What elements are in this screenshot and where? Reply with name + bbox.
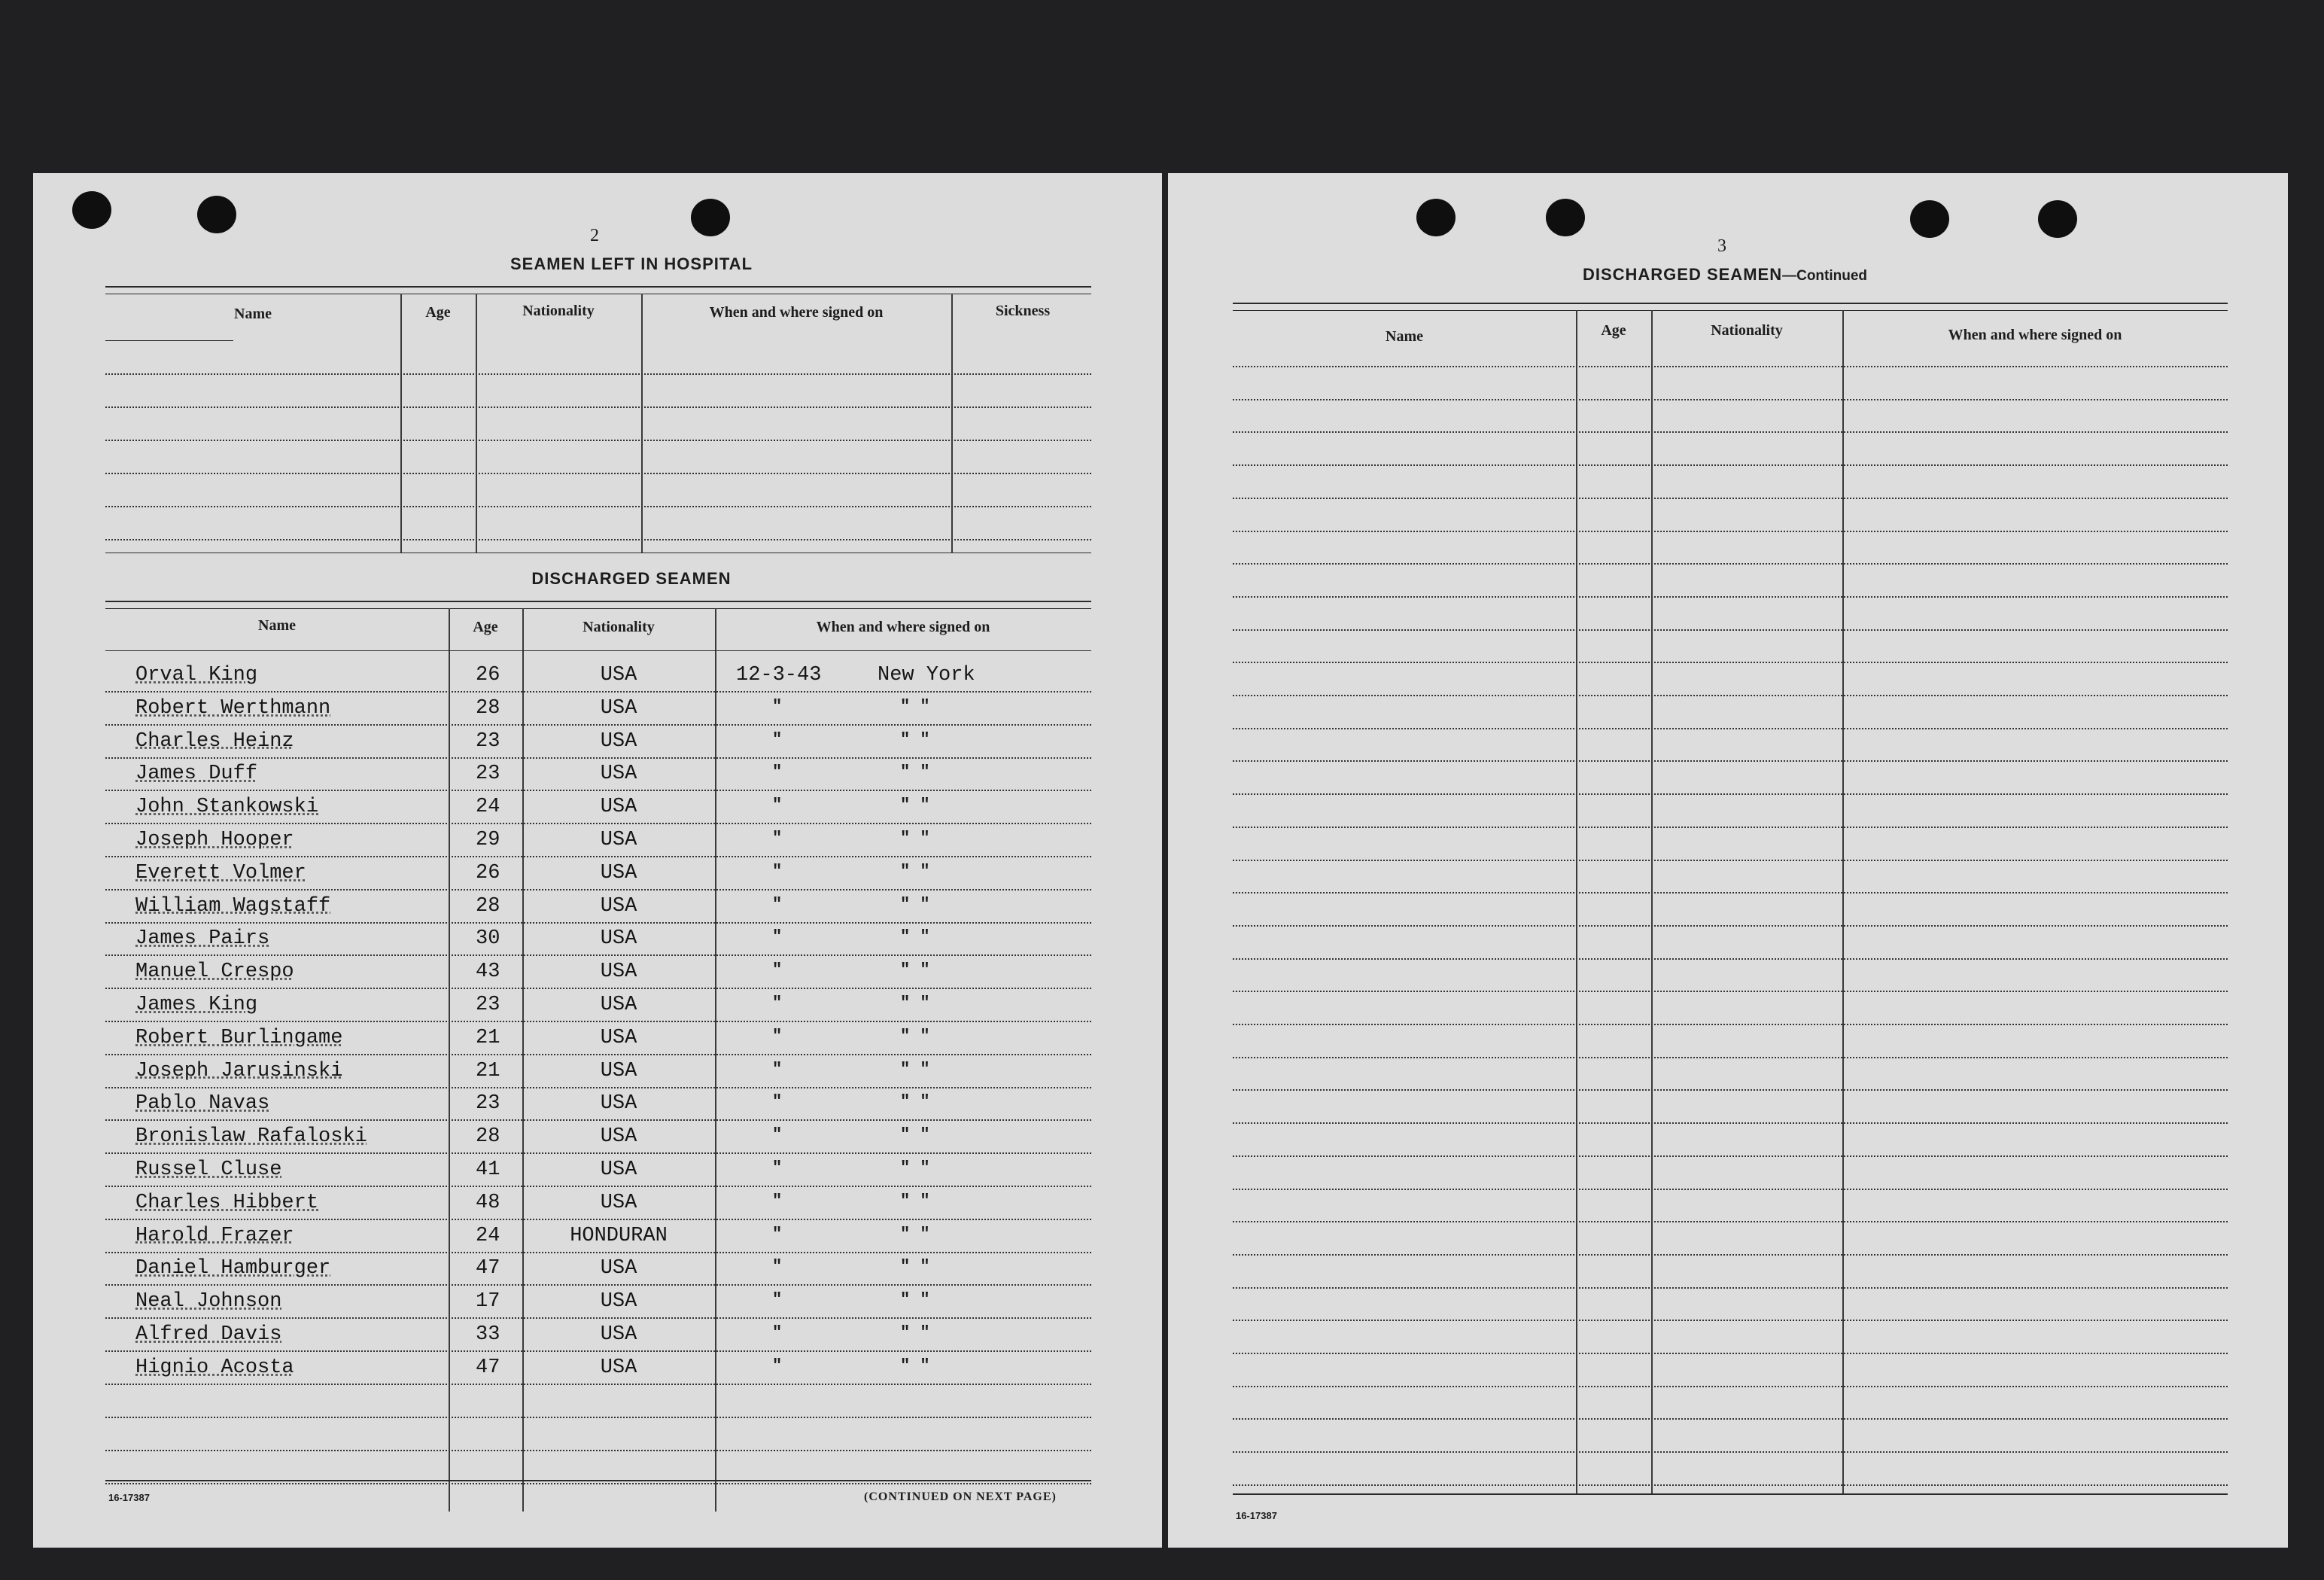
punch-hole [2038,200,2077,238]
punch-hole [1546,199,1585,236]
seaman-nationality: USA [600,927,637,951]
hospital-header-sickness: Sickness [995,303,1051,319]
seaman-name: James King [135,994,258,1016]
seaman-nationality: USA [600,829,637,851]
signed-date-ditto: " [772,1290,783,1310]
seaman-name: James Pairs [135,927,270,951]
seaman-nationality: USA [600,1158,637,1181]
seaman-nationality: USA [600,894,637,918]
seaman-name: Hignio Acosta [135,1356,294,1379]
hospital-header-age: Age [425,304,451,321]
discharged-header-name: Name [258,617,296,634]
right-form-number: 16-17387 [1236,1510,1277,1521]
signed-place-ditto: " " [900,696,930,716]
seaman-name: Charles Hibbert [135,1191,319,1214]
discharged-header-nationality: Nationality [583,619,655,635]
seaman-nationality: USA [600,1059,637,1082]
signed-place-ditto: " " [900,1158,930,1177]
seaman-age: 24 [476,796,500,819]
punch-hole [1416,199,1456,236]
seaman-nationality: USA [600,763,637,786]
signed-place-ditto: " " [900,1125,930,1145]
seaman-name: Bronislaw Rafaloski [135,1125,367,1149]
discharged-header-age: Age [473,619,498,635]
signed-date-ditto: " [772,927,783,947]
seaman-nationality: USA [600,1356,637,1379]
seaman-name: Daniel Hamburger [135,1257,331,1280]
page-number: 2 [590,226,599,245]
seaman-age: 30 [476,927,500,951]
signed-date-ditto: " [772,1356,783,1375]
seaman-name: Robert Werthmann [135,696,331,720]
seaman-name: John Stankowski [135,796,319,819]
page-number: 3 [1717,236,1726,256]
seaman-age: 28 [476,696,500,720]
seaman-name: Charles Heinz [135,729,294,753]
seaman-name: Robert Burlingame [135,1026,343,1049]
signed-date-ditto: " [772,1224,783,1244]
punch-hole [1910,200,1949,238]
form-number: 16-17387 [108,1492,150,1503]
seaman-name: Everett Volmer [135,861,306,884]
seaman-age: 26 [476,664,500,686]
seaman-name: Joseph Jarusinski [135,1059,343,1082]
signed-date-ditto: " [772,696,783,716]
signed-place-ditto: " " [900,729,930,749]
right-title: DISCHARGED SEAMEN—Continued [1582,265,1868,284]
seaman-name: Orval King [135,664,258,686]
seaman-age: 21 [476,1026,500,1049]
seaman-nationality: USA [600,1026,637,1049]
signed-place-ditto: " " [900,894,930,914]
hospital-header-nationality: Nationality [522,303,595,319]
seaman-age: 21 [476,1059,500,1082]
signed-place-ditto: " " [900,994,930,1012]
signed-place: New York [878,664,975,686]
seaman-age: 24 [476,1224,500,1247]
seaman-name: Harold Frazer [135,1224,294,1247]
punch-hole [197,196,236,233]
seaman-nationality: USA [600,1323,637,1346]
seaman-nationality: USA [600,1257,637,1280]
seaman-name: Russel Cluse [135,1158,282,1181]
right-header-nationality: Nationality [1711,322,1783,339]
hospital-header-name: Name [234,306,272,322]
signed-date-ditto: " [772,1092,783,1112]
right-header-age: Age [1601,322,1626,339]
signed-place-ditto: " " [900,1026,930,1046]
signed-date-ditto: " [772,829,783,848]
signed-place-ditto: " " [900,796,930,815]
seaman-age: 47 [476,1356,500,1379]
seaman-name: Pablo Navas [135,1092,270,1116]
seaman-age: 26 [476,861,500,884]
seaman-nationality: USA [600,1290,637,1314]
signed-date-ditto: " [772,1026,783,1046]
seaman-name: James Duff [135,763,258,786]
signed-date-ditto: " [772,1158,783,1177]
punch-hole [691,199,730,236]
signed-place-ditto: " " [900,1224,930,1244]
discharged-header-signed-on: When and where signed on [816,619,990,635]
signed-date-ditto: " [772,894,783,914]
signed-place-ditto: " " [900,1257,930,1277]
seaman-name: Joseph Hooper [135,829,294,851]
signed-date-ditto: " [772,763,783,782]
seaman-name: Alfred Davis [135,1323,282,1346]
seaman-name: William Wagstaff [135,894,331,918]
seaman-age: 23 [476,763,500,786]
seaman-nationality: USA [600,1125,637,1149]
seaman-nationality: USA [600,664,637,686]
signed-date-ditto: " [772,729,783,749]
signed-date-ditto: " [772,861,783,881]
punch-hole [72,191,111,229]
left-page [33,173,1162,1548]
seaman-age: 33 [476,1323,500,1346]
seaman-age: 28 [476,894,500,918]
signed-date-ditto: " [772,796,783,815]
signed-date-ditto: " [772,1191,783,1210]
signed-date-ditto: " [772,1257,783,1277]
seaman-age: 28 [476,1125,500,1149]
seaman-age: 23 [476,729,500,753]
right-page [1168,173,2288,1548]
signed-place-ditto: " " [900,1059,930,1079]
seaman-nationality: USA [600,729,637,753]
seaman-nationality: USA [600,861,637,884]
continued-note: (CONTINUED ON NEXT PAGE) [864,1490,1057,1503]
right-header-name: Name [1386,328,1423,345]
seaman-name: Neal Johnson [135,1290,282,1314]
seaman-nationality: USA [600,994,637,1016]
seaman-nationality: USA [600,796,637,819]
seaman-age: 47 [476,1257,500,1280]
signed-date-ditto: " [772,1125,783,1145]
seaman-name: Manuel Crespo [135,960,294,984]
right-header-signed-on: When and where signed on [1948,327,2122,343]
hospital-title: SEAMEN LEFT IN HOSPITAL [510,254,753,273]
seaman-age: 23 [476,1092,500,1116]
signed-date-ditto: " [772,1059,783,1079]
seaman-nationality: USA [600,1092,637,1116]
signed-date-ditto: " [772,960,783,980]
seaman-nationality: USA [600,1191,637,1214]
signed-date-ditto: " [772,994,783,1012]
seaman-age: 23 [476,994,500,1016]
signed-place-ditto: " " [900,1323,930,1342]
seaman-age: 17 [476,1290,500,1314]
seaman-nationality: USA [600,696,637,720]
signed-date-ditto: " [772,1323,783,1342]
seaman-nationality: HONDURAN [570,1224,668,1247]
hospital-header-signed-on: When and where signed on [709,304,884,321]
signed-place-ditto: " " [900,960,930,980]
signed-place-ditto: " " [900,1191,930,1210]
seaman-age: 43 [476,960,500,984]
seaman-age: 29 [476,829,500,851]
signed-place-ditto: " " [900,861,930,881]
signed-place-ditto: " " [900,763,930,782]
signed-place-ditto: " " [900,927,930,947]
signed-place-ditto: " " [900,1356,930,1375]
signed-place-ditto: " " [900,1092,930,1112]
seaman-age: 41 [476,1158,500,1181]
signed-place-ditto: " " [900,829,930,848]
seaman-nationality: USA [600,960,637,984]
signed-place-ditto: " " [900,1290,930,1310]
signed-date: 12-3-43 [736,664,822,686]
seaman-age: 48 [476,1191,500,1214]
discharged-title: DISCHARGED SEAMEN [531,569,732,588]
